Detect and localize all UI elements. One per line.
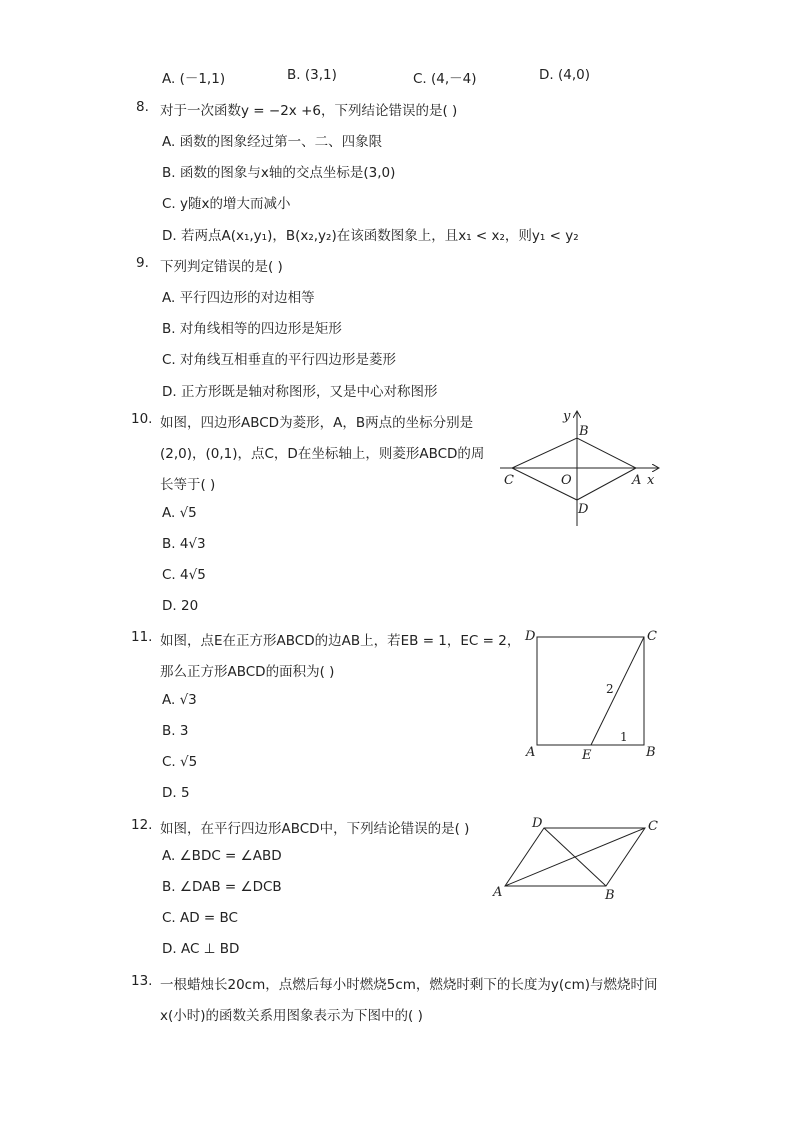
q8-option-a: A. 函数的图象经过第一、二、四象限 (162, 134, 383, 150)
q11-number: 11. (131, 629, 153, 645)
q12-stem: 如图，在平行四边形ABCD中，下列结论错误的是( ) (160, 821, 470, 837)
q7-option-b: B. (3,1) (287, 67, 337, 83)
q12-number: 12. (131, 817, 153, 833)
q9-number: 9. (136, 255, 149, 271)
q9-stem: 下列判定错误的是( ) (160, 259, 283, 275)
q10-option-d: D. 20 (162, 598, 199, 614)
q8-option-d: D. 若两点A(x₁,y₁)，B(x₂,y₂)在该函数图象上，且x₁ < x₂，则y₁ < y₂ (162, 228, 579, 244)
q9-option-a: A. 平行四边形的对边相等 (162, 290, 315, 306)
q10-stem-line2: (2,0)，(0,1)，点C，D在坐标轴上，则菱形ABCD的周 (160, 446, 485, 462)
q10-label-a: A (632, 473, 642, 488)
q13-stem-line1: 一根蜡烛长20cm，点燃后每小时燃烧5cm，燃烧时剩下的长度为y(cm)与燃烧时间 (160, 977, 658, 993)
q11-stem-line1: 如图，点E在正方形ABCD的边AB上，若EB = 1，EC = 2， (160, 633, 521, 649)
q12-option-d: D. AC ⊥ BD (162, 941, 240, 957)
q11-label-a: A (526, 745, 536, 760)
q11-stem-line2: 那么正方形ABCD的面积为( ) (160, 664, 335, 680)
q9-option-c: C. 对角线互相垂直的平行四边形是菱形 (162, 352, 397, 368)
q12-label-b: B (605, 888, 615, 902)
q12-label-a: A (493, 885, 503, 900)
q10-label-y: y (563, 409, 571, 424)
q11-option-c: C. √5 (162, 754, 198, 770)
q7-option-d: D. (4,0) (539, 67, 590, 83)
q11-segment-ec (591, 637, 644, 745)
q13-stem-line2: x(小时)的函数关系用图象表示为下图中的( ) (160, 1008, 423, 1024)
q8-number: 8. (136, 99, 149, 115)
q10-rhombus (512, 438, 636, 500)
q11-square (537, 637, 644, 745)
q9-option-d: D. 正方形既是轴对称图形，又是中心对称图形 (162, 384, 438, 400)
q11-label-e: E (582, 748, 592, 763)
q10-option-b: B. 4√3 (162, 536, 206, 552)
q11-label-b: B (646, 745, 656, 760)
q10-number: 10. (131, 411, 153, 427)
q10-option-c: C. 4√5 (162, 567, 206, 583)
q11-option-a: A. √3 (162, 692, 197, 708)
q10-label-o: O (561, 473, 572, 488)
q7-option-c: C. (4,－4) (413, 71, 477, 87)
q10-stem-line3: 长等于( ) (160, 477, 216, 493)
q11-option-b: B. 3 (162, 723, 189, 739)
q11-label-ec-length: 2 (606, 682, 614, 696)
q11-label-eb-length: 1 (620, 730, 628, 744)
q10-label-d: D (578, 502, 589, 517)
q8-stem: 对于一次函数y = −2x +6，下列结论错误的是( ) (160, 103, 458, 119)
q12-option-c: C. AD = BC (162, 910, 238, 926)
q12-option-a: A. ∠BDC = ∠ABD (162, 848, 282, 864)
q8-option-b: B. 函数的图象与x轴的交点坐标是(3,0) (162, 165, 396, 181)
q12-parallelogram-figure (488, 810, 666, 902)
q10-option-a: A. √5 (162, 505, 197, 521)
q10-label-c: C (504, 473, 514, 488)
q10-label-x: x (647, 473, 655, 488)
q12-label-d: D (532, 816, 543, 831)
q10-rhombus-figure (494, 404, 666, 530)
q10-stem-line1: 如图，四边形ABCD为菱形，A，B两点的坐标分别是 (160, 415, 474, 431)
q8-option-c: C. y随x的增大而减小 (162, 196, 291, 212)
q12-option-b: B. ∠DAB = ∠DCB (162, 879, 282, 895)
q11-label-c: C (647, 629, 657, 644)
q7-option-a: A. (－1,1) (162, 71, 226, 87)
q12-label-c: C (648, 819, 658, 834)
q11-label-d: D (525, 629, 536, 644)
q12-diagonal-bd (544, 828, 606, 886)
q10-label-b: B (579, 424, 589, 439)
q9-option-b: B. 对角线相等的四边形是矩形 (162, 321, 342, 337)
q13-number: 13. (131, 973, 153, 989)
q11-square-figure (520, 624, 666, 766)
q11-option-d: D. 5 (162, 785, 190, 801)
